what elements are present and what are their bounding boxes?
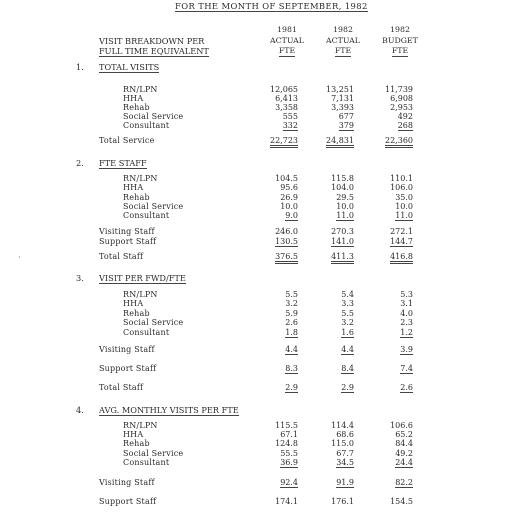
total-label: Total Staff (99, 383, 144, 392)
total-value (314, 227, 354, 237)
value-text: 3.1 (400, 299, 413, 308)
value-text: 22,723 (270, 136, 298, 148)
value-text: 10.0 (395, 202, 413, 211)
section-title: FTE STAFF (99, 158, 147, 168)
total-value (373, 383, 413, 393)
section-title: AVG. MONTHLY VISITS PER FTE (99, 405, 239, 415)
value-text: 677 (338, 112, 354, 121)
value-text: 144.7 (390, 237, 413, 246)
value-text: 24.4 (395, 458, 413, 467)
value-text: 492 (397, 112, 413, 121)
col3-kind: BUDGET (382, 36, 418, 45)
value-text: 3.9 (400, 345, 413, 354)
total-value (373, 136, 413, 146)
value-text: 2.9 (285, 383, 298, 392)
row-label: Consultant (123, 121, 170, 130)
value-text: 5.9 (285, 309, 298, 318)
total-label: Visiting Staff (99, 227, 155, 236)
row-label: Rehab (123, 103, 150, 112)
col2-unit: FTE (334, 46, 352, 55)
value-text: 4.4 (285, 345, 298, 354)
row-value (314, 458, 354, 468)
value-text: 379 (338, 121, 354, 130)
row-label: Social Service (123, 449, 184, 458)
value-text: 115.8 (331, 174, 354, 183)
value-text: 26.9 (280, 193, 298, 202)
row-value (373, 458, 413, 468)
value-text: 35.0 (395, 193, 413, 202)
value-text: 92.4 (280, 478, 298, 487)
total-value (258, 383, 298, 393)
value-text: 332 (282, 121, 298, 130)
value-text: 2.3 (400, 318, 413, 327)
row-label: Rehab (123, 193, 150, 202)
value-text: 13,251 (326, 85, 354, 94)
value-text: 5.5 (341, 309, 354, 318)
col2-year: 1982 (333, 25, 353, 34)
value-text: 67.1 (280, 430, 298, 439)
row-value (314, 211, 354, 221)
total-value (258, 136, 298, 146)
total-value (258, 497, 298, 507)
total-value (373, 497, 413, 507)
value-text: 1.2 (400, 328, 413, 337)
value-text: 2.9 (341, 383, 354, 392)
value-text: 124.8 (275, 439, 298, 448)
row-value (314, 328, 354, 338)
label-header-line2: FULL TIME EQUIVALENT (99, 46, 209, 56)
value-text: 11.0 (395, 211, 413, 220)
total-label: Visiting Staff (99, 345, 155, 354)
value-text: 8.4 (341, 364, 354, 373)
value-text: 91.9 (336, 478, 354, 487)
total-value (373, 345, 413, 355)
total-value (258, 237, 298, 247)
value-text: 3,393 (331, 103, 354, 112)
col3-unit: FTE (391, 46, 409, 55)
value-text: 176.1 (331, 497, 354, 506)
row-value (373, 328, 413, 338)
row-value (373, 439, 413, 449)
row-value (373, 183, 413, 193)
value-text: 10.0 (280, 202, 298, 211)
total-value (373, 227, 413, 237)
row-value (258, 458, 298, 468)
total-label: Visiting Staff (99, 478, 155, 487)
total-label: Total Service (99, 136, 155, 145)
row-value (373, 211, 413, 221)
total-value (258, 252, 298, 262)
value-text: 270.3 (331, 227, 354, 236)
value-text: 268 (397, 121, 413, 130)
value-text: 114.4 (331, 421, 354, 430)
value-text: 130.5 (275, 237, 298, 246)
total-label: Total Staff (99, 252, 144, 261)
value-text: 110.1 (390, 174, 413, 183)
value-text: 24,831 (326, 136, 354, 148)
row-label: Social Service (123, 202, 184, 211)
value-text: 141.0 (331, 237, 354, 246)
value-text: 36.9 (280, 458, 298, 467)
value-text: 2.6 (400, 383, 413, 392)
row-label: HHA (123, 183, 144, 192)
row-value (314, 299, 354, 309)
value-text: 174.1 (275, 497, 298, 506)
row-label: Social Service (123, 318, 184, 327)
row-value (258, 211, 298, 221)
value-text: 11.0 (336, 211, 354, 220)
label-header-line1: VISIT BREAKDOWN PER (99, 36, 205, 46)
section-title: VISIT PER FWD/FTE (99, 273, 186, 283)
total-value (373, 478, 413, 488)
value-text: 8.3 (285, 364, 298, 373)
row-value (258, 183, 298, 193)
value-text: 55.5 (280, 449, 298, 458)
row-value (258, 318, 298, 328)
row-label: Consultant (123, 211, 170, 220)
page-title: FOR THE MONTH OF SEPTEMBER, 1982 (175, 1, 368, 11)
value-text: 272.1 (390, 227, 413, 236)
row-value (314, 121, 354, 131)
row-value (373, 121, 413, 131)
total-value (373, 237, 413, 247)
total-value (314, 345, 354, 355)
row-label: RN/LPN (123, 85, 158, 94)
value-text: 106.6 (390, 421, 413, 430)
row-value (314, 318, 354, 328)
row-label: HHA (123, 430, 144, 439)
value-text: 29.5 (336, 193, 354, 202)
row-label: Rehab (123, 439, 150, 448)
col2-kind: ACTUAL (326, 36, 360, 45)
value-text: 376.5 (275, 252, 298, 264)
row-label: Consultant (123, 458, 170, 467)
value-text: 11,739 (385, 85, 413, 94)
row-label: RN/LPN (123, 290, 158, 299)
value-text: 22,360 (385, 136, 413, 148)
total-value (258, 345, 298, 355)
row-value (314, 439, 354, 449)
value-text: 411.3 (331, 252, 354, 264)
value-text: 5.4 (341, 290, 354, 299)
value-text: 9.0 (285, 211, 298, 220)
total-value (314, 252, 354, 262)
value-text: 104.0 (331, 183, 354, 192)
value-text: 68.6 (336, 430, 354, 439)
row-value (373, 318, 413, 328)
value-text: 3,358 (275, 103, 298, 112)
row-value (258, 439, 298, 449)
value-text: 5.5 (285, 290, 298, 299)
row-label: RN/LPN (123, 421, 158, 430)
value-text: 6,908 (390, 94, 413, 103)
row-value (314, 183, 354, 193)
row-label: RN/LPN (123, 174, 158, 183)
row-label: HHA (123, 94, 144, 103)
total-value (314, 364, 354, 374)
total-value (314, 136, 354, 146)
value-text: 246.0 (275, 227, 298, 236)
total-value (373, 364, 413, 374)
value-text: 2.6 (285, 318, 298, 327)
value-text: 3.2 (285, 299, 298, 308)
total-label: Support Staff (99, 364, 157, 373)
value-text: 95.6 (280, 183, 298, 192)
value-text: 3.2 (341, 318, 354, 327)
row-value (258, 328, 298, 338)
total-value (258, 478, 298, 488)
total-value (314, 383, 354, 393)
row-value (258, 299, 298, 309)
total-value (314, 497, 354, 507)
row-label: Consultant (123, 328, 170, 337)
value-text: 2,953 (390, 103, 413, 112)
value-text: 115.5 (275, 421, 298, 430)
value-text: 115.0 (331, 439, 354, 448)
section-number: 1. (76, 62, 84, 72)
value-text: 3.3 (341, 299, 354, 308)
scan-mark: ‘ (18, 255, 21, 264)
value-text: 416.8 (390, 252, 413, 264)
value-text: 34.5 (336, 458, 354, 467)
total-value (314, 478, 354, 488)
col3-year: 1982 (390, 25, 410, 34)
value-text: 49.2 (395, 449, 413, 458)
value-text: 1.6 (341, 328, 354, 337)
row-value (258, 121, 298, 131)
value-text: 106.0 (390, 183, 413, 192)
row-label: Rehab (123, 309, 150, 318)
section-number: 4. (76, 405, 84, 415)
value-text: 1.8 (285, 328, 298, 337)
col1-kind: ACTUAL (270, 36, 304, 45)
total-value (373, 252, 413, 262)
section-number: 3. (76, 273, 84, 283)
value-text: 10.0 (336, 202, 354, 211)
total-label: Support Staff (99, 237, 157, 246)
value-text: 6,413 (275, 94, 298, 103)
col1-unit: FTE (278, 46, 296, 55)
row-label: Social Service (123, 112, 184, 121)
value-text: 82.2 (395, 478, 413, 487)
value-text: 555 (282, 112, 298, 121)
total-value (314, 237, 354, 247)
total-value (258, 364, 298, 374)
value-text: 5.3 (400, 290, 413, 299)
value-text: 65.2 (395, 430, 413, 439)
section-title: TOTAL VISITS (99, 62, 160, 72)
total-value (258, 227, 298, 237)
row-value (373, 299, 413, 309)
col1-year: 1981 (277, 25, 297, 34)
section-number: 2. (76, 158, 84, 168)
value-text: 67.7 (336, 449, 354, 458)
total-label: Support Staff (99, 497, 157, 506)
value-text: 84.4 (395, 439, 413, 448)
value-text: 4.4 (341, 345, 354, 354)
value-text: 104.5 (275, 174, 298, 183)
value-text: 12,065 (270, 85, 298, 94)
value-text: 7,131 (331, 94, 354, 103)
value-text: 4.0 (400, 309, 413, 318)
value-text: 154.5 (390, 497, 413, 506)
value-text: 7.4 (400, 364, 413, 373)
row-label: HHA (123, 299, 144, 308)
